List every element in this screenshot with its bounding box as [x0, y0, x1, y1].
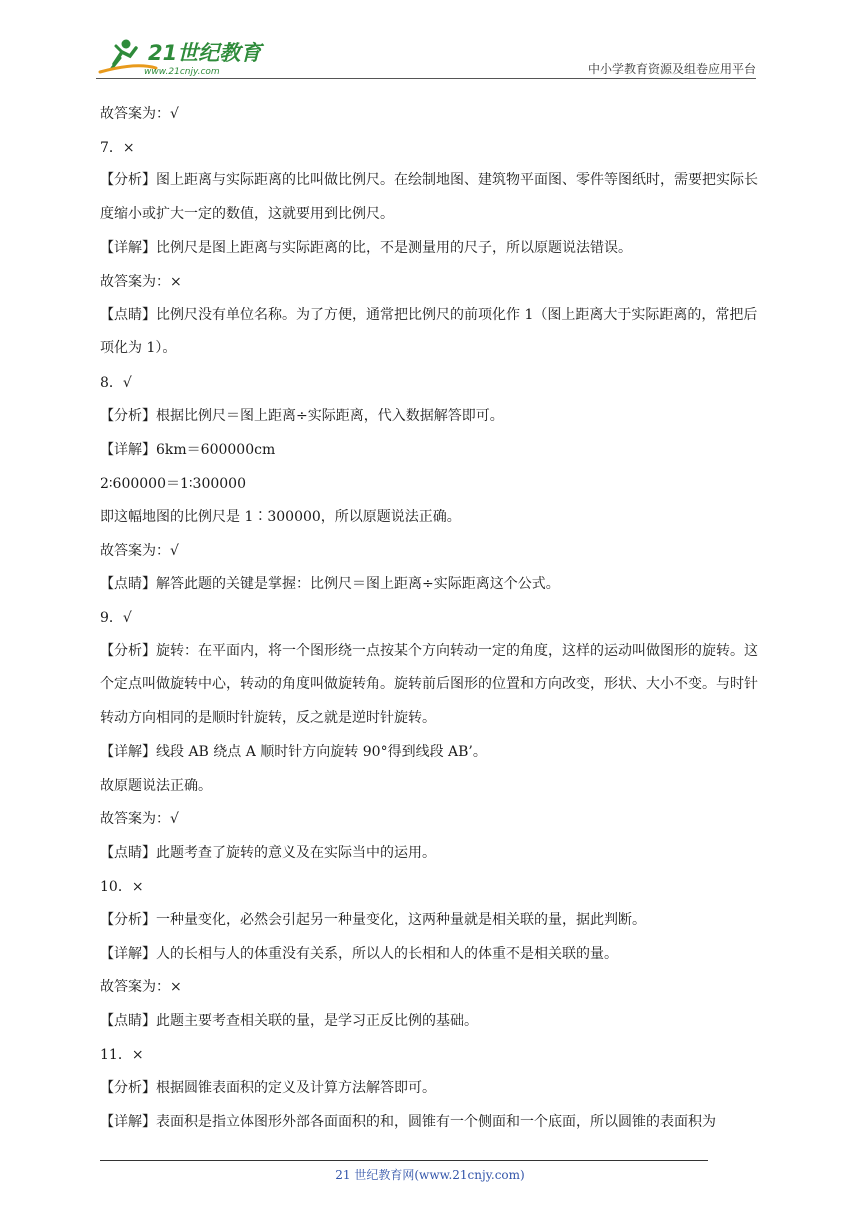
text-line: 故答案为：√ [100, 811, 179, 828]
footer-divider [100, 1160, 708, 1161]
text-line: 故答案为：√ [100, 542, 179, 559]
text-line: 即这幅地图的比例尺是 1∶300000，所以原题说法正确。 [100, 509, 461, 526]
svg-text:21世纪教育: 21世纪教育 [148, 41, 262, 65]
document-body [100, 104, 764, 1145]
text-line: 【分析】一种量变化，必然会引起另一种量变化，这两种量就是相关联的量，据此判断。 [100, 912, 646, 929]
text-line: 【分析】旋转：在平面内，将一个图形绕一点按某个方向转动一定的角度，这样的运动叫做图形的旋转。这个定点叫做旋转中心，转动的角度叫做旋转角。旋转前后图形的位置和方向改变，形状、大小不变。与时针转动方向相同的是顺时针旋转，反之就是逆时针旋转。 [100, 642, 758, 726]
text-line: 【详解】比例尺是图上距离与实际距离的比，不是测量用的尺子，所以原题说法错误。 [100, 240, 632, 257]
text-line: 【分析】根据圆锥表面积的定义及计算方法解答即可。 [100, 1080, 436, 1097]
text-line: 11．× [100, 1046, 144, 1063]
text-line: 【详解】人的长相与人的体重没有关系，所以人的长相和人的体重不是相关联的量。 [100, 945, 618, 962]
text-line: 【详解】6km＝600000cm [100, 441, 276, 458]
text-line: 2∶600000＝1∶300000 [100, 475, 246, 492]
platform-title: 中小学教育资源及组卷应用平台 [587, 62, 756, 76]
text-line: 故答案为：× [100, 979, 182, 996]
text-line: 【点睛】比例尺没有单位名称。为了方便，通常把比例尺的前项化作 1（图上距离大于实际距离的，常把后项化为 1）。 [100, 306, 758, 357]
text-line: 故原题说法正确。 [100, 777, 212, 794]
text-line: 【点睛】解答此题的关键是掌握：比例尺＝图上距离÷实际距离这个公式。 [100, 576, 560, 593]
text-line: 7．× [100, 139, 135, 156]
text-line: 故答案为：× [100, 273, 182, 290]
text-line: 【点睛】此题考查了旋转的意义及在实际当中的运用。 [100, 845, 436, 862]
text-line: 【详解】线段 AB 绕点 A 顺时针方向旋转 90°得到线段 AB’。 [100, 744, 487, 761]
text-line: 【详解】表面积是指立体图形外部各面面积的和，圆锥有一个侧面和一个底面，所以圆锥的表面积为 [100, 1113, 716, 1130]
text-line: 【点睛】此题主要考查相关联的量，是学习正反比例的基础。 [100, 1013, 478, 1030]
text-line: 故答案为：√ [100, 106, 179, 122]
text-line: 【分析】图上距离与实际距离的比叫做比例尺。在绘制地图、建筑物平面图、零件等图纸时，需要把实际长度缩小或扩大一定的数值，这就要用到比例尺。 [100, 172, 758, 222]
svg-text:www.21cnjy.com: www.21cnjy.com [144, 67, 220, 77]
footer-link[interactable]: 21 世纪教育网(www.21cnjy.com) [335, 1168, 525, 1182]
header-divider [96, 78, 756, 79]
text-line: 10．× [100, 878, 144, 895]
text-line: 【分析】根据比例尺＝图上距离÷实际距离，代入数据解答即可。 [100, 408, 504, 425]
page-header [96, 30, 756, 78]
text-line: 9．√ [100, 609, 132, 626]
text-line: 8．√ [100, 374, 132, 391]
logo [96, 34, 266, 78]
logo-graphic [96, 34, 266, 78]
